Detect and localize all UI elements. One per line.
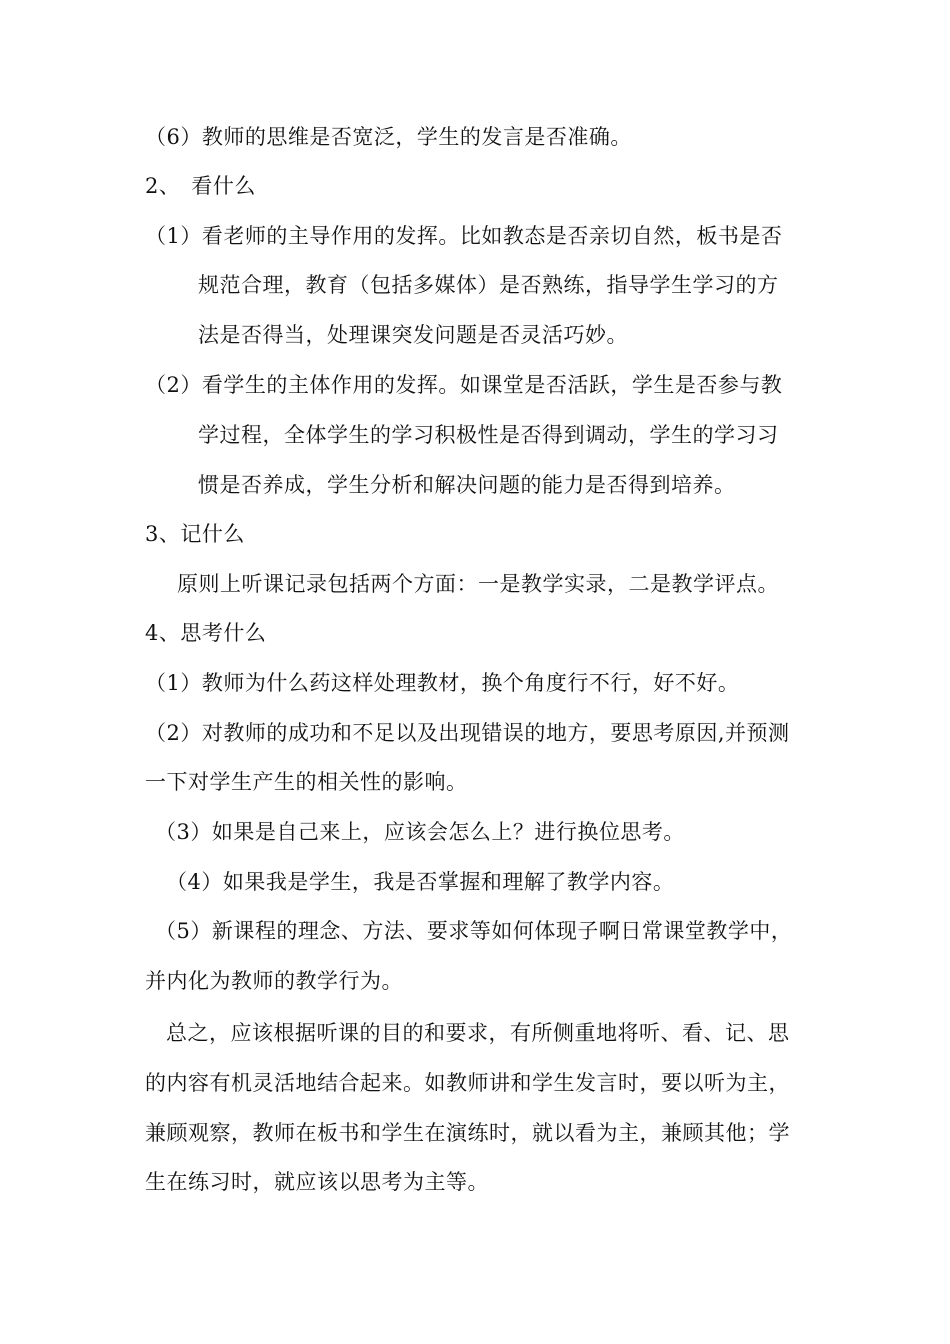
text-line: （6）教师的思维是否宽泛，学生的发言是否准确。 — [145, 125, 632, 149]
text-line: 生在练习时，就应该以思考为主等。 — [145, 1170, 489, 1194]
text-line: （2）看学生的主体作用的发挥。如课堂是否活跃，学生是否参与教 — [145, 373, 783, 397]
text-line: 总之，应该根据听课的目的和要求，有所侧重地将听、看、记、思 — [166, 1021, 790, 1045]
section-heading: 4、思考什么 — [145, 621, 267, 645]
text-line: （1）教师为什么药这样处理教材，换个角度行不行，好不好。 — [145, 671, 740, 695]
text-line: 的内容有机灵活地结合起来。如教师讲和学生发言时，要以听为主， — [145, 1071, 790, 1095]
text-line: 原则上听课记录包括两个方面：一是教学实录，二是教学评点。 — [177, 572, 779, 596]
text-line: （1）看老师的主导作用的发挥。比如教态是否亲切自然，板书是否 — [145, 224, 783, 248]
text-line: （5）新课程的理念、方法、要求等如何体现子啊日常课堂教学中， — [155, 919, 793, 943]
text-line: （2）对教师的成功和不足以及出现错误的地方，要思考原因,并预测 — [145, 721, 790, 745]
text-line: 法是否得当，处理课突发问题是否灵活巧妙。 — [198, 323, 628, 347]
section-heading: 3、记什么 — [145, 522, 245, 546]
text-line: 一下对学生产生的相关性的影响。 — [145, 770, 468, 794]
text-line: 兼顾观察，教师在板书和学生在演练时，就以看为主，兼顾其他；学 — [145, 1121, 790, 1145]
text-line: （4）如果我是学生，我是否掌握和理解了教学内容。 — [166, 870, 675, 894]
text-line: （3）如果是自己来上，应该会怎么上？进行换位思考。 — [155, 820, 685, 844]
text-line: 并内化为教师的教学行为。 — [145, 969, 403, 993]
text-line: 学过程，全体学生的学习积极性是否得到调动，学生的学习习 — [198, 423, 779, 447]
section-heading: 2、 看什么 — [145, 174, 256, 198]
text-line: 惯是否养成，学生分析和解决问题的能力是否得到培养。 — [198, 473, 736, 497]
text-line: 规范合理，教育（包括多媒体）是否熟练，指导学生学习的方 — [198, 273, 779, 297]
